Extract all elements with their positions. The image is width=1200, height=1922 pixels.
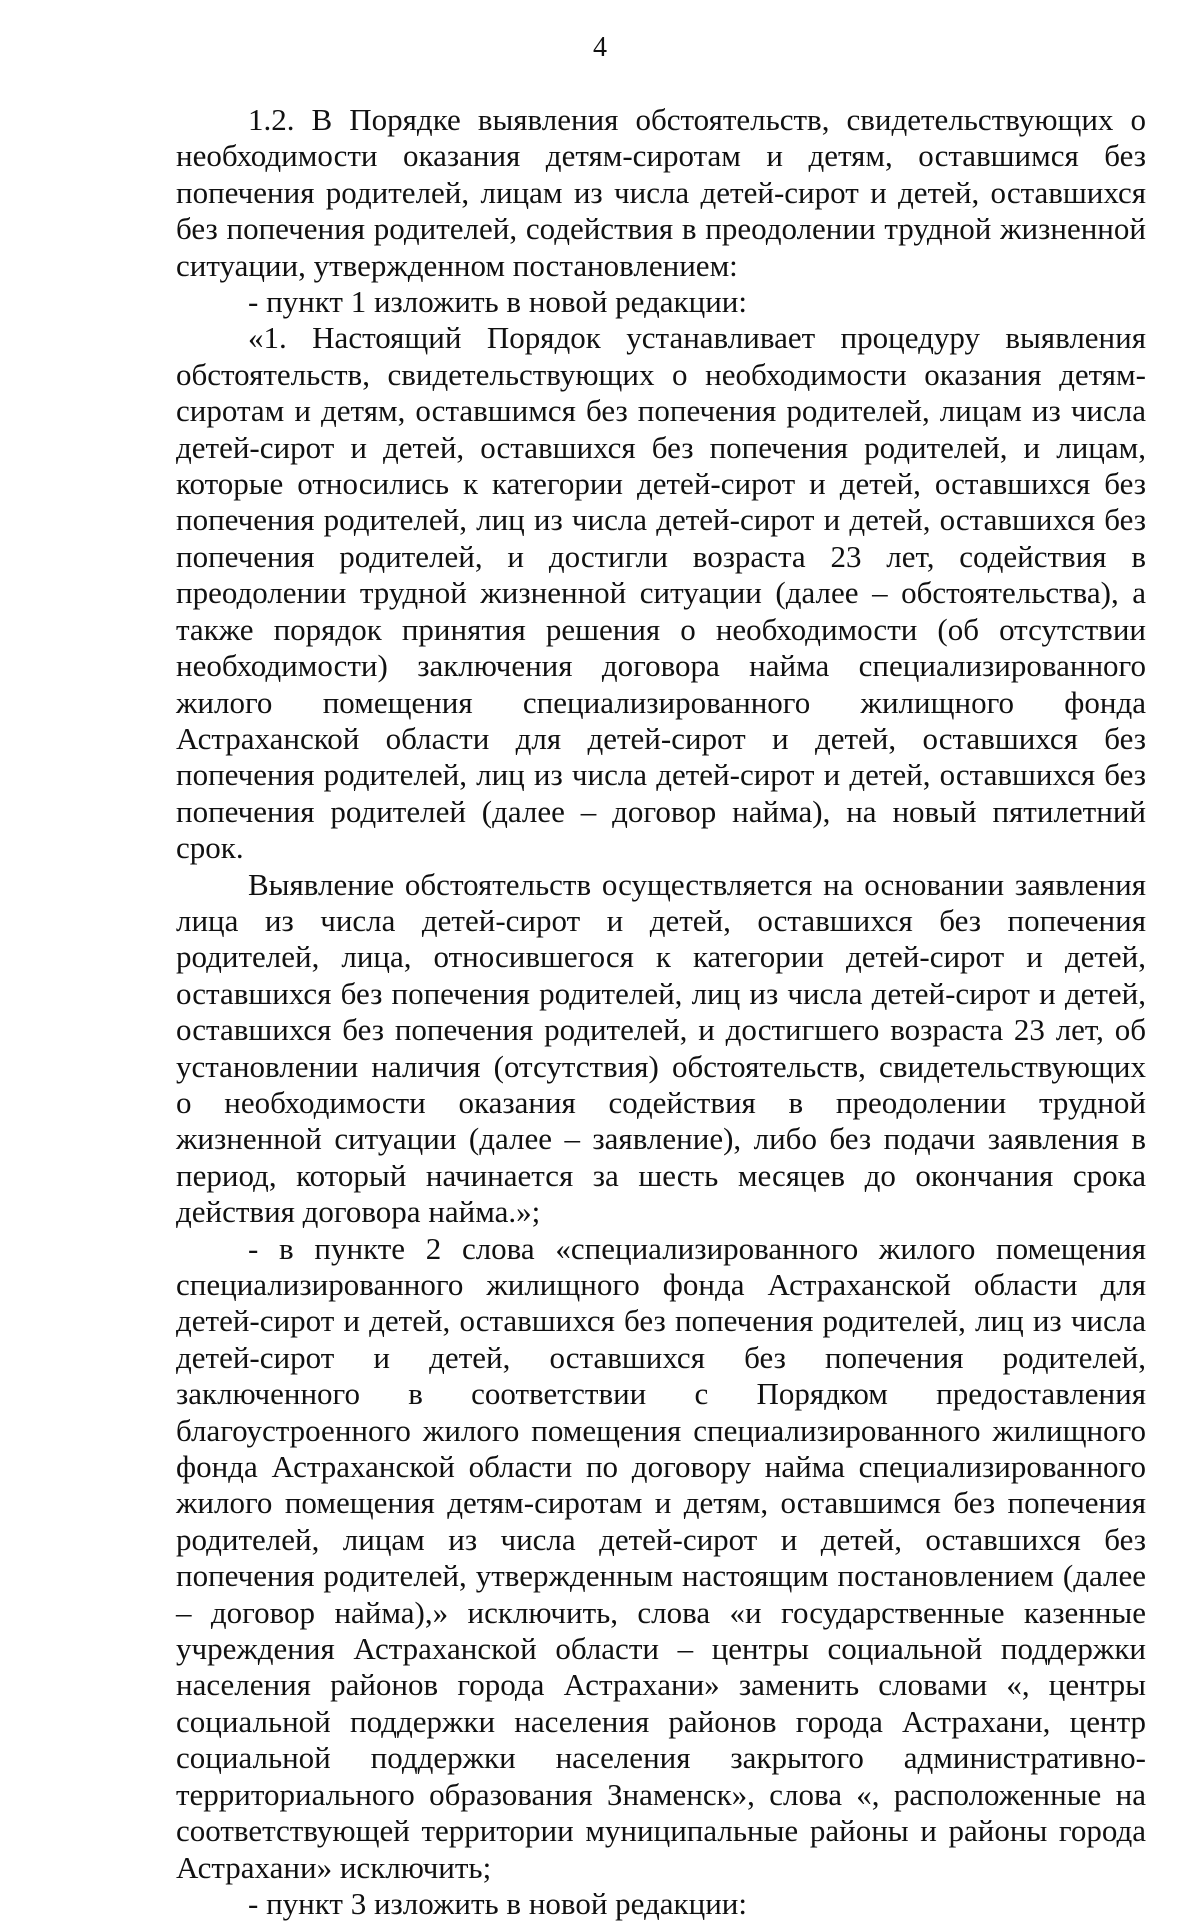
paragraph-identification: Выявление обстоятельств осуществляется на основании заявления лица из числа детей-сирот и детей, оставшихся без попечения родителей, лица, относившегося к категории детей-сирот и детей, оставшихся без попечения родителей, лиц из числа детей-сирот и детей, оставшихся без попечения родителей, и достигшего возраста 23 лет, об установлении наличия (отсутствия) обстоятельств, свидетельствующих о необходимости оказания содействия в преодолении трудной жизненной ситуации (далее – заявление), либо без подачи заявления в период, который начинается за шесть месяцев до окончания срока действия договора найма.»; (176, 866, 1146, 1230)
paragraph-item-3-intro: - пункт 3 изложить в новой редакции: (248, 1885, 747, 1921)
paragraph-item-1-intro: - пункт 1 изложить в новой редакции: (248, 284, 747, 320)
paragraph-1-2: 1.2. В Порядке выявления обстоятельств, свидетельствующих о необходимости оказания детям-сиротам и детям, оставшимся без попечения родителей, лицам из числа детей-сирот и детей, оставшихся без попечения родителей, содействия в преодолении трудной жизненной ситуации, утвержденном постановлением: (176, 102, 1146, 283)
document-body (176, 102, 1146, 1922)
paragraph-item-1-text: «1. Настоящий Порядок устанавливает процедуру выявления обстоятельств, свидетельствующих о необходимости оказания детям-сиротам и детям, оставшимся без попечения родителей, лицам из числа детей-сирот и детей, оставшихся без попечения родителей, и лицам, которые относились к категории детей-сирот и детей, оставшихся без попечения родителей, лиц из числа детей-сирот и детей, оставшихся без попечения родителей, и достигли возраста 23 лет, содействия в преодолении трудной жизненной ситуации (далее – обстоятельства), а также порядок принятия решения о необходимости (об отсутствии необходимости) заключения договора найма специализированного жилого помещения специализированного жилищного фонда Астраханской области для детей-сирот и детей, оставшихся без попечения родителей, лиц из числа детей-сирот и детей, оставшихся без попечения родителей (далее – договор найма), на новый пятилетний срок. (176, 320, 1146, 866)
page-number: 4 (593, 32, 607, 63)
paragraph-item-2-amendment: - в пункте 2 слова «специализированного жилого помещения специализированного жилищного фонда Астраханской области для детей-сирот и детей, оставшихся без попечения родителей, лиц из числа детей-сирот и детей, оставшихся без попечения родителей, заключенного в соответствии с Порядком предоставления благоустроенного жилого помещения специализированного жилищного фонда Астраханской области по договору найма специализированного жилого помещения детям-сиротам и детям, оставшимся без попечения родителей, лицам из числа детей-сирот и детей, оставшихся без попечения родителей, утвержденным настоящим постановлением (далее – договор найма),» исключить, слова «и государственные казенные учреждения Астраханской области – центры социальной поддержки населения районов города Астрахани» заменить словами «, центры социальной поддержки населения районов города Астрахани, центр социальной поддержки населения закрытого административно-территориального образования Знаменск», слова «, расположенные на соответствующей территории муниципальные районы и районы города Астрахани» исключить; (176, 1230, 1146, 1885)
